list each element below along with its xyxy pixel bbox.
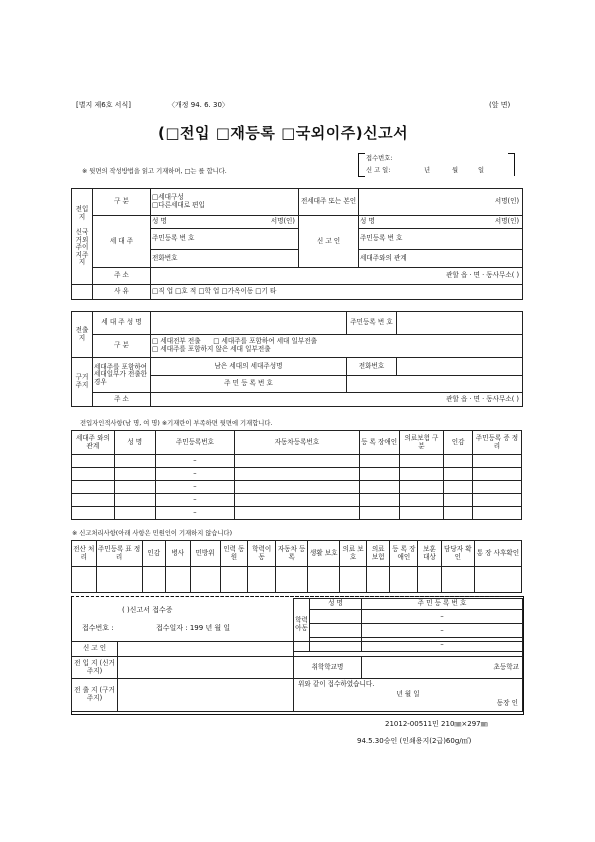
old-address-side-label: 구거주지 [72, 358, 93, 407]
prev-address-side-label: 전출지 [72, 312, 93, 358]
report-month: 월 [452, 167, 459, 174]
receipt-bracket-left [358, 153, 365, 177]
proc-col-veteran: 보훈 대상 [418, 541, 442, 567]
table-row[interactable]: – [72, 468, 522, 481]
receipt-title: ( )신고서 접수증 [122, 606, 173, 614]
receipt-date: 접수일자 : 199 년 월 일 [156, 624, 231, 632]
receipt-in-addr-field[interactable] [118, 657, 294, 679]
prev-head-label: 세 대 주 성 명 [93, 312, 151, 335]
proc-col-medical-aid: 의료 보호 [340, 541, 367, 567]
receipt-reporter-field[interactable] [118, 642, 294, 657]
reason-options[interactable]: □직 업 □호 적 □학 업 □가옥이동 □기 타 [151, 285, 523, 300]
cut-line [71, 596, 522, 597]
table-row[interactable]: – [294, 638, 523, 652]
gubun-options[interactable]: □세대구성 □다른세대로 편입 [151, 189, 299, 216]
address-field[interactable]: 관할 읍 · 면 · 동사무소( ) [151, 268, 523, 285]
proc-col-civil-defense: 민방위 [190, 541, 220, 567]
receipt-detail-table [71, 641, 523, 712]
proc-col-manpower: 인력 동원 [220, 541, 248, 567]
school-reg-header: 주 민 등 록 번 호 [362, 599, 523, 610]
gubun-label: 구 분 [93, 189, 151, 216]
persons-table [71, 430, 522, 520]
school-name-header: 성 명 [310, 599, 362, 610]
table-row[interactable]: – [72, 481, 522, 494]
col-name: 성 명 [114, 431, 155, 455]
householder-reg-field[interactable]: 주민등록 번 호 [151, 229, 299, 250]
revision-date: 〈개정 94. 6. 30〉 [168, 101, 229, 109]
proc-col-welfare: 생활 보호 [308, 541, 340, 567]
table-row[interactable]: – [294, 624, 523, 638]
form-number: [별지 제6호 서식] [76, 101, 131, 109]
proc-col-officer: 담당자 확 인 [441, 541, 474, 567]
school-from-label: 취학학교명 [294, 657, 362, 679]
remain-head-field[interactable]: 남은 세대의 세대주성명 [151, 358, 347, 376]
col-id-card: 주민등록 증 정 리 [472, 431, 521, 455]
receipt-out-addr-label: 전 출 지 (구거주지) [72, 679, 118, 712]
reporter-reg-field[interactable]: 주민등록 번 호 [359, 229, 523, 250]
col-car-no: 자동차등록번호 [235, 431, 359, 455]
head-sign-field[interactable]: 서명(인) [359, 189, 523, 216]
residence-section [71, 188, 523, 300]
table-row[interactable] [72, 567, 522, 593]
reporter-name-field[interactable]: 성 명 서명(인) [359, 216, 523, 229]
report-date-label: 신 고 일: [366, 167, 391, 174]
form-title: (□전입 □재등록 □국외이주)신고서 [158, 124, 409, 142]
receipt-number: 접수번호 : [82, 624, 114, 632]
proc-col-resident-reg: 주민등록 표 정 리 [96, 541, 142, 567]
prev-address-label: 주 소 [93, 393, 151, 407]
col-relation: 세대주 와의관계 [72, 431, 115, 455]
receipt-in-addr-label: 전 입 지 (신거주지) [72, 657, 118, 679]
prev-address-field[interactable]: 관할 읍 · 면 · 동사무소( ) [151, 393, 523, 407]
school-move-label: 학력아동 [294, 599, 310, 652]
proc-col-disabled: 등 록 장애인 [390, 541, 418, 567]
footer-code: 21012-00511민 210㎜×297㎜ [385, 720, 488, 728]
prev-reg-field[interactable] [397, 312, 523, 335]
relation-field[interactable]: 세대주와의 관계 [359, 250, 523, 268]
table-row[interactable]: – [294, 610, 523, 624]
proc-col-school: 학력이 동 [248, 541, 276, 567]
reason-label: 사 유 [93, 285, 151, 300]
householder-label: 세 대 주 [93, 216, 151, 268]
head-or-self-label: 전세대주 또는 본인 [299, 189, 359, 216]
proc-col-car: 자동차 등록 [276, 541, 308, 567]
table-row[interactable]: – [72, 494, 522, 507]
prev-head-field[interactable] [151, 312, 347, 335]
report-year: 년 [424, 167, 431, 174]
col-reg-no: 주민등록번호 [155, 431, 235, 455]
householder-phone-field[interactable]: 전화번호 [151, 250, 299, 268]
processing-table [71, 540, 522, 593]
proc-col-computer: 전산 처리 [72, 541, 97, 567]
proc-col-military: 병사 [166, 541, 191, 567]
remain-phone-label: 전화번호 [347, 358, 397, 376]
remain-phone-field[interactable] [397, 358, 523, 376]
col-disabled: 등 록 장애인 [359, 431, 399, 455]
col-insurance: 의료보험 구 분 [399, 431, 444, 455]
table-row[interactable]: – [72, 507, 522, 520]
col-seal: 인감 [444, 431, 473, 455]
address-label: 주 소 [93, 268, 151, 285]
report-day: 일 [478, 167, 485, 174]
page-side: (앞 면) [489, 101, 511, 109]
receipt-out-addr-field[interactable] [118, 679, 294, 712]
partial-move-label: 세대주를 포함하여 세대일부가 전출한 경우 [93, 358, 151, 393]
previous-residence-section [71, 311, 523, 407]
reporter-label: 신 고 인 [299, 216, 359, 268]
processing-caption: ※ 신고처리사항(아래 사항은 민원인이 기재하지 않습니다) [72, 530, 233, 537]
receipt-confirm: 위와 같이 접수하였습니다. 년 월 일 동장 인 [294, 679, 523, 712]
receipt-reporter-label: 신 고 인 [72, 642, 118, 657]
remain-reg-field[interactable]: 주 민 등 록 번 호 [151, 376, 347, 393]
table-row[interactable]: – [72, 455, 522, 468]
footer-approval: 94.5.30승인 (인쇄용지(2급)60g/㎡) [357, 737, 472, 745]
persons-caption: 전입자인적사항(남 명, 여 명) ※기재란이 부족하면 뒷면에 기재합니다. [80, 420, 273, 427]
new-address-side-label: 전입지 신국거외주이지주지 [72, 189, 93, 285]
prev-reg-label: 주민등록 번 호 [347, 312, 397, 335]
proc-col-seal: 인감 [142, 541, 166, 567]
school-to-field[interactable]: 초등학교 [362, 657, 523, 679]
receipt-bracket-right [508, 153, 515, 176]
prev-gubun-options[interactable]: □ 세대전부 전출 □ 세대주를 포함하여 세대 일부전출 □ 세대주를 포함하지 않은 세대 일부전출 [151, 335, 523, 358]
proc-col-head-check: 통 장 사후확인 [474, 541, 521, 567]
householder-name-field[interactable]: 성 명 서명(인) [151, 216, 299, 229]
proc-col-insurance: 의료 보험 [366, 541, 390, 567]
instruction-note: ※ 뒷면의 작성방법을 읽고 기재하며, □는 를 합니다. [82, 168, 227, 175]
receipt-number-label: 접수번호: [366, 155, 393, 162]
prev-gubun-label: 구 분 [93, 335, 151, 358]
